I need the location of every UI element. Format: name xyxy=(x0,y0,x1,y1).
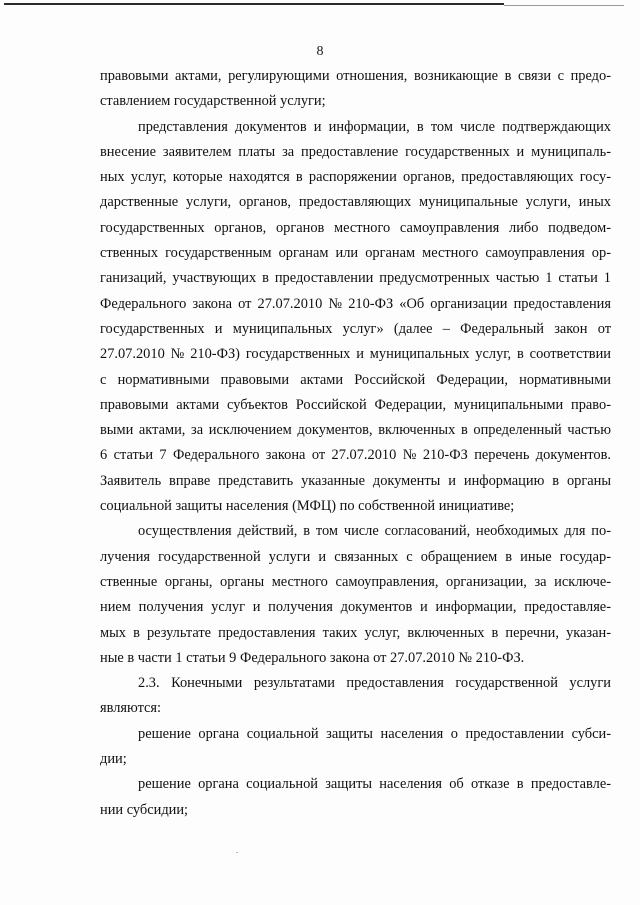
scan-edge-line-faint xyxy=(504,5,624,6)
text-line: социальной защиты населения (МФЦ) по собственной инициативе; xyxy=(100,498,515,515)
paragraph-documents-information xyxy=(100,115,611,520)
text-line: 2.3. Конечными результатами предоставления государственной услуги xyxy=(138,675,611,692)
text-line: ственных государственным органам или органам местного самоуправления ор- xyxy=(100,245,611,262)
text-line: лучения государственной услуги и связанных с обращением в иные государ- xyxy=(100,548,611,565)
text-line: правовыми актами, регулирующими отношения, возникающие в связи с предо- xyxy=(100,68,611,84)
paragraph-section-2-3 xyxy=(100,671,611,722)
text-line: решение органа социальной защиты населения о предоставлении субси- xyxy=(138,725,611,742)
paragraph-decision-refusal xyxy=(100,772,611,823)
text-line: Федерального закона от 27.07.2010 № 210-ФЗ «Об организации предоставления xyxy=(100,295,611,312)
text-line: государственных органов, органов местного самоуправления либо подведом- xyxy=(100,219,611,236)
page-number: 8 xyxy=(316,44,324,59)
text-line: осуществления действий, в том числе согласований, необходимых для по- xyxy=(138,523,611,540)
text-line: 6 статьи 7 Федерального закона от 27.07.2010 № 210-ФЗ перечень документов. xyxy=(100,447,611,464)
text-line: дии; xyxy=(100,751,127,768)
text-line: нии субсидии; xyxy=(100,801,189,818)
scan-edge-line xyxy=(4,3,504,5)
text-line: являются: xyxy=(100,700,162,717)
paragraph-legal-acts xyxy=(100,64,611,115)
paragraph-actions-approvals xyxy=(100,519,611,671)
text-line: дарственные услуги, органов, предоставляющих муниципальные услуги, иных xyxy=(100,194,611,211)
text-line: ственные органы, органы местного самоуправления, организации, за исключе- xyxy=(100,573,611,590)
paragraph-decision-grant xyxy=(100,722,611,773)
text-line: ные в части 1 статьи 9 Федерального закона от 27.07.2010 № 210-ФЗ. xyxy=(100,649,525,666)
text-line: нием получения услуг и получения документов и информации, предоставляе- xyxy=(100,599,611,616)
text-line: выми актами, за исключением документов, включенных в определенный частью xyxy=(100,422,611,439)
text-line: решение органа социальной защиты населения об отказе в предоставле- xyxy=(138,776,611,793)
text-line: с нормативными правовыми актами Российской Федерации, нормативными xyxy=(100,371,611,388)
text-line: Заявитель вправе представить указанные документы и информацию в органы xyxy=(100,472,611,489)
text-line: представления документов и информации, в том числе подтверждающих xyxy=(138,118,611,135)
text-line: государственных и муниципальных услуг» (далее – Федеральный закон от xyxy=(100,320,611,337)
text-line: мых в результате предоставления таких услуг, включенных в перечни, указан- xyxy=(100,624,611,641)
text-line: ганизаций, участвующих в предоставлении предусмотренных частью 1 статьи 1 xyxy=(100,270,611,287)
text-line: ных услуг, которые находятся в распоряжении органов, предоставляющих госу- xyxy=(100,169,611,186)
document-body xyxy=(100,64,611,823)
text-line: ставлением государственной услуги; xyxy=(100,93,326,110)
text-line: 27.07.2010 № 210-ФЗ) государственных и муниципальных услуг, в соответствии xyxy=(100,346,611,363)
text-line: правовыми актами субъектов Российской Федерации, муниципальными право- xyxy=(100,396,611,413)
text-line: внесение заявителем платы за предоставление государственных и муниципаль- xyxy=(100,143,611,160)
scan-speck xyxy=(236,852,238,853)
